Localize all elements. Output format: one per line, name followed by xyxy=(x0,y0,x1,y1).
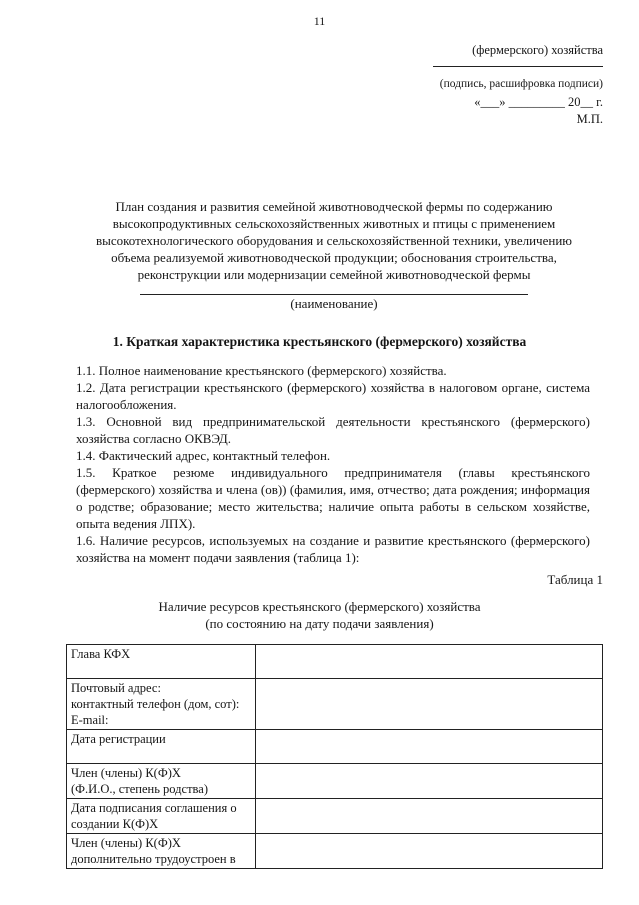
row-label: Глава КФХ xyxy=(67,645,256,679)
name-line xyxy=(140,294,528,295)
table-row xyxy=(67,764,603,799)
row-value xyxy=(256,730,603,764)
table-row xyxy=(67,645,603,679)
row-value xyxy=(256,645,603,679)
resources-table xyxy=(66,644,603,869)
paragraph: 1.5. Краткое резюме индивидуального предпринимателя (главы крестьянского (фермерского) хозяйства и члена (ов)) (фамилия, имя, отчество; дата рождения; информация о родстве; образование; место жительства; наличие опыта работы в сельском хозяйстве, опыта ведения ЛПХ). xyxy=(76,465,590,531)
table-label: Таблица 1 xyxy=(547,572,603,587)
table-row xyxy=(67,799,603,834)
row-label: Почтовый адрес: контактный телефон (дом, сот): E-mail: xyxy=(67,679,256,730)
row-label: Дата подписания соглашения о создании К(Ф)Х xyxy=(67,799,256,834)
paragraph: 1.2. Дата регистрации крестьянского (фермерского) хозяйства в налоговом органе, система налогообложения. xyxy=(76,380,590,412)
section-heading: 1. Краткая характеристика крестьянского (фермерского) хозяйства xyxy=(112,334,527,349)
date-line: «___» _________ 20__ г. xyxy=(474,95,603,109)
row-value xyxy=(256,799,603,834)
paragraph: 1.1. Полное наименование крестьянского (фермерского) хозяйства. xyxy=(76,363,447,378)
document-title: План создания и развития семейной животноводческой фермы по содержанию высокопродуктивных сельскохозяйственных животных и птицы с применением высокотехнологического оборудования и сельскохозяйственной техники, увеличению объема реализуемой животноводческой продукции; обоснования строительства, реконструкции или модернизации семейной животноводческой фермы xyxy=(96,199,572,282)
table-row xyxy=(67,834,603,869)
row-value xyxy=(256,764,603,799)
row-label: Член (члены) К(Ф)Х (Ф.И.О., степень родства) xyxy=(67,764,256,799)
table-caption-line: (по состоянию на дату подачи заявления) xyxy=(205,616,434,631)
row-label: Дата регистрации xyxy=(67,730,256,764)
table-caption xyxy=(0,598,639,632)
paragraph: 1.3. Основной вид предпринимательской деятельности крестьянского (фермерского) хозяйства согласно ОКВЭД. xyxy=(76,414,590,446)
table-caption-line: Наличие ресурсов крестьянского (фермерского) хозяйства xyxy=(158,599,481,614)
page-number: 11 xyxy=(313,14,326,28)
row-value xyxy=(256,834,603,869)
signature-caption: (подпись, расшифровка подписи) xyxy=(439,78,603,90)
table-row xyxy=(67,679,603,730)
paragraph: 1.6. Наличие ресурсов, используемых на создание и развитие крестьянского (фермерского) хозяйства на момент подачи заявления (таблица 1): xyxy=(76,533,590,565)
table-row xyxy=(67,730,603,764)
section-body xyxy=(76,362,590,566)
row-value xyxy=(256,679,603,730)
row-label: Член (члены) К(Ф)Х дополнительно трудоустроен в xyxy=(67,834,256,869)
org-line: (фермерского) хозяйства xyxy=(472,43,603,57)
signature-line xyxy=(433,66,603,67)
paragraph: 1.4. Фактический адрес, контактный телефон. xyxy=(76,448,331,463)
stamp-label: М.П. xyxy=(576,112,603,126)
name-caption: (наименование) xyxy=(290,296,378,311)
